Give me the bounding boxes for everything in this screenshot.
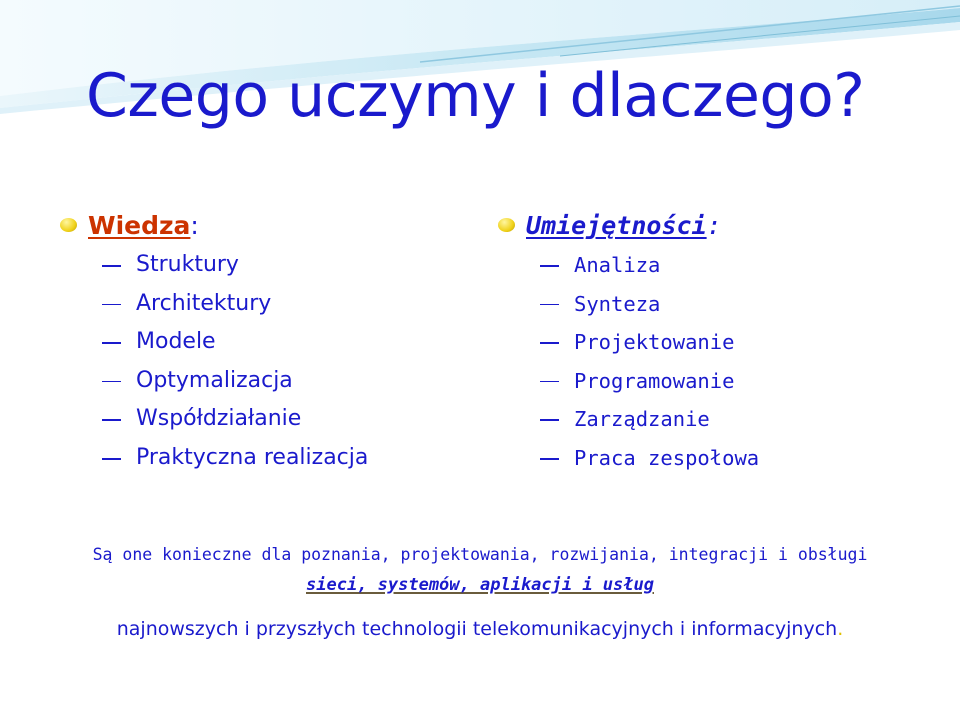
yellow-dot-icon [498,218,515,232]
dash-icon [540,381,559,383]
list-item-label: Optymalizacja [136,367,293,393]
list-item [58,362,438,401]
statement-line: Są one konieczne dla poznania, projektowania, rozwijania, integracji i obsługi [92,545,868,564]
list-item-label: Modele [136,329,216,355]
footer-line [0,615,960,643]
list-item-label: Projektowanie [574,330,735,355]
dash-icon [540,342,559,344]
knowledge-heading [58,206,438,246]
list-item-label: Analiza [574,253,661,277]
dash-icon [102,342,121,344]
knowledge-column [58,206,438,478]
statement-emphasis-text: sieci, systemów, aplikacji i usług [306,575,654,595]
dash-icon [540,265,559,267]
knowledge-heading-label: Wiedza [88,211,191,240]
dash-icon [540,419,559,421]
dash-icon [102,265,121,267]
list-item [58,246,438,285]
list-item [58,439,438,478]
yellow-dot-icon [60,218,77,232]
list-item [496,362,916,401]
dash-icon [102,304,121,306]
dash-icon [540,304,559,306]
list-item-label: Synteza [574,291,661,316]
list-item-label: Praca zespołowa [574,445,760,470]
knowledge-list [58,246,438,478]
list-item-label: Struktury [136,252,239,277]
dash-icon [102,381,121,383]
list-item [496,246,916,285]
list-item [496,439,916,478]
list-item-label: Programowanie [574,368,735,393]
skills-heading [496,206,916,246]
list-item-label: Architektury [136,290,272,316]
footer-dot: . [837,618,844,640]
skills-heading-label: Umiejętności [526,211,707,240]
list-item [496,323,916,362]
list-item [58,400,438,439]
skills-column [496,206,916,478]
list-item-label: Praktyczna realizacja [136,444,369,470]
list-item-label: Zarządzanie [574,407,710,432]
dash-icon [102,419,121,421]
skills-list [496,246,916,478]
list-item [496,400,916,439]
statement-emphasis [0,571,960,599]
heading-colon: : [190,211,199,240]
list-item [58,285,438,324]
dash-icon [540,458,559,460]
list-item [58,323,438,362]
list-item [496,285,916,324]
heading-colon: : [706,211,722,240]
footer-text: najnowszych i przyszłych technologii telekomunikacyjnych i informacyjnych [116,618,838,640]
dash-icon [102,458,121,460]
slide-title: Czego uczymy i dlaczego? [86,61,865,131]
list-item-label: Współdziałanie [136,406,302,432]
